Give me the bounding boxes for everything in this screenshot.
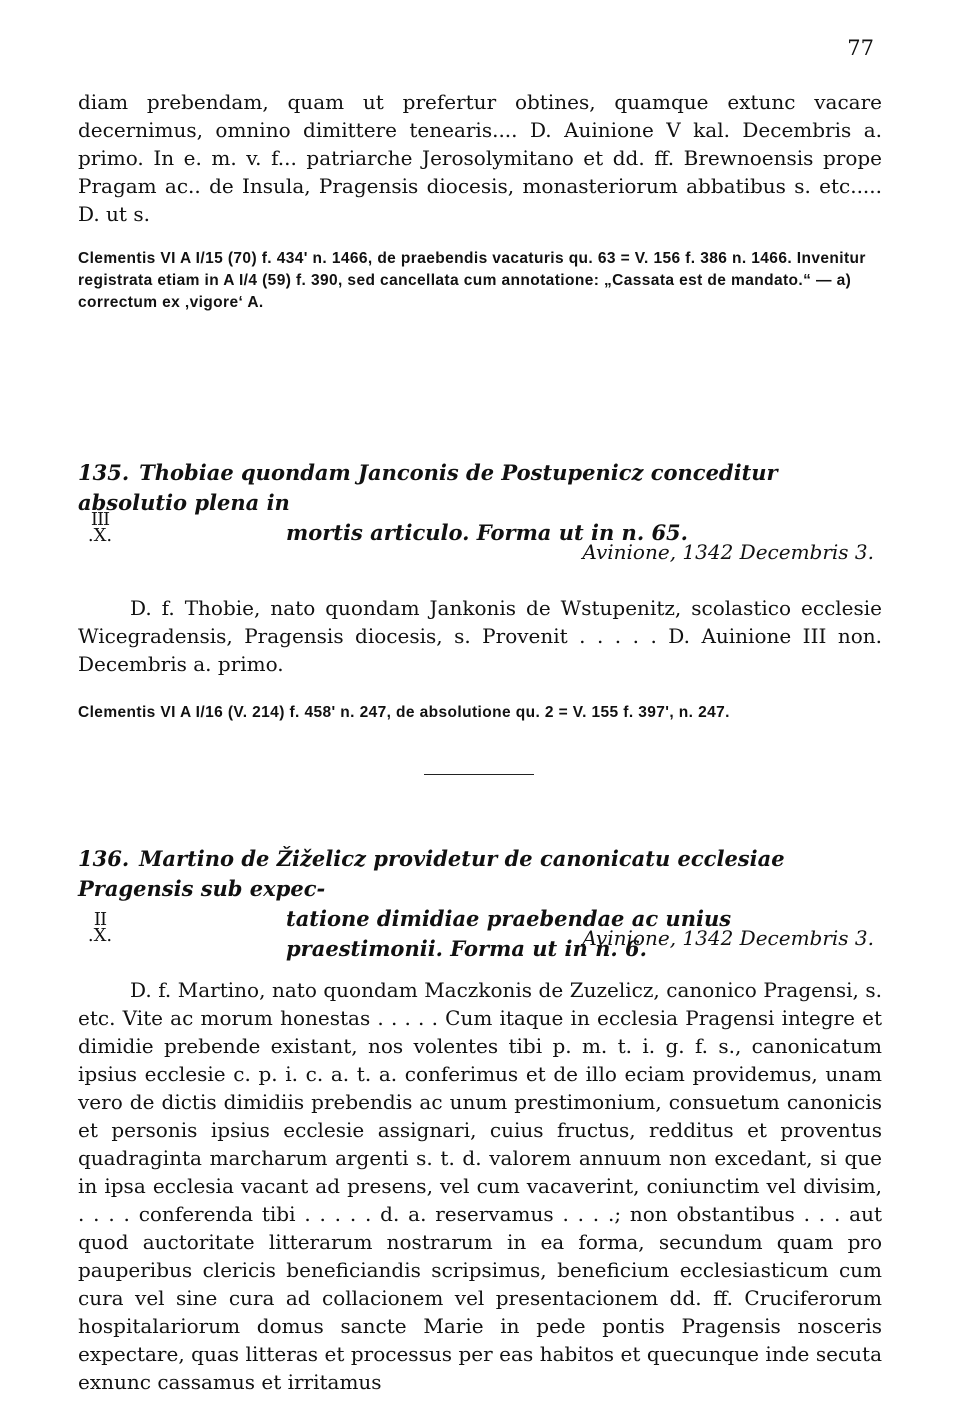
- entry-135-text: D. f. Thobie, nato quondam Jankonis de Wstupenitz, scolastico ecclesie Wicegradensis, Pragensis diocesis, s. Provenit . . . . . D. Auinione III non. Decembris a. primo.: [78, 596, 882, 676]
- entry-135-title-line1: Thobiae quondam Janconis de Postupenicz conceditur absolutio plena in: [78, 460, 778, 515]
- entry-136-mark-text: .X.: [87, 925, 113, 946]
- top-paragraph: diam prebendam, quam ut prefertur obtines, quamque extunc vacare decernimus, omnino dimittere tenearis.... D. Auinione V kal. Decembris a. primo. In e. m. v. f... patriarche Jerosolymitano et dd. ff. Brewnoensis prope Pragam ac.. de Insula, Pragensis diocesis, monasteriorum abbatibus s. etc..... D. ut s.: [78, 90, 882, 226]
- entry-135-roman-mark: [80, 509, 120, 546]
- entry-135-mark-bars: III: [90, 509, 110, 530]
- entry-136-text: D. f. Martino, nato quondam Maczkonis de Zuzelicz, canonico Pragensi, s. etc. Vite ac morum honestas . . . . . Cum itaque in ecclesia Pragensi integre et dimidie prebende existant, nos volentes tibi p. m. t. i. g. f. s., canonicatum ipsius ecclesie c. p. i. c. a. t. a. conferimus et de illo eciam providemus, unam vero de dictis dimidiis prebendis ac unum prestimonium, consuetum canonicis et personis ipsius ecclesie assignari, cuius fructus, redditus et proventus quadraginta marcharum argenti s. t. d. valorem annuum non excedant, si que in ipsa ecclesia vacant ad presens, vel cum vacaverint, coniunctim vel divisim, . . . . conferenda tibi . . . . . d. a. reservamus . . . .; non obstantibus . . . aut quod auctoritate litterarum nostrarum in ea forma, secundum quam pro pauperibus clericis beneficiandis scripsimus, beneficium ecclesiasticum cum cura vel sine cura ad collacionem vel presentacionem dd. ff. Cruciferorum hospitalariorum domus sancte Marie in pede pontis Pragensis nosceris expectare, quas litteras et processus per eas habitos et quecunque inde secuta exnunc cassamus et irritamus: [78, 978, 882, 1394]
- entry-135-mark-text: .X.: [87, 525, 113, 546]
- entry-135-title: [78, 458, 882, 548]
- top-footnote: Clementis VI A I/15 (70) f. 434' n. 1466, de praebendis vacaturis qu. 63 = V. 156 f. 386 n. 1466. Invenitur registrata etiam in A I/4 (59) f. 390, sed cancellata cum annotatione: „Cassata est de mandato.“ — a) correctum ex ‚vigore‘ A.: [78, 250, 866, 311]
- page-number: 77: [847, 36, 874, 60]
- entry-135-date: Avinione, 1342 Decembris 3.: [582, 540, 874, 564]
- entry-136-title-line2: tatione dimidiae praebendae ac unius praestimonii. Forma ut in n. 6.: [286, 906, 732, 961]
- entry-135-footnote: Clementis VI A I/16 (V. 214) f. 458' n. 247, de absolutione qu. 2 = V. 155 f. 397', n. 247.: [78, 704, 730, 721]
- section-divider: [424, 774, 534, 775]
- entry-136-number: 136.: [78, 846, 130, 871]
- entry-136-roman-mark: [80, 909, 120, 946]
- entry-136-title-line1: Martino de Žiželicz providetur de canonicatu ecclesiae Pragensis sub expec-: [78, 846, 785, 901]
- entry-135-title-line2: mortis articulo. Forma ut in n. 65.: [286, 520, 688, 545]
- entry-135-number: 135.: [78, 460, 130, 485]
- entry-136-date: Avinione, 1342 Decembris 3.: [582, 926, 874, 950]
- entry-136-mark-bars: II: [93, 909, 107, 930]
